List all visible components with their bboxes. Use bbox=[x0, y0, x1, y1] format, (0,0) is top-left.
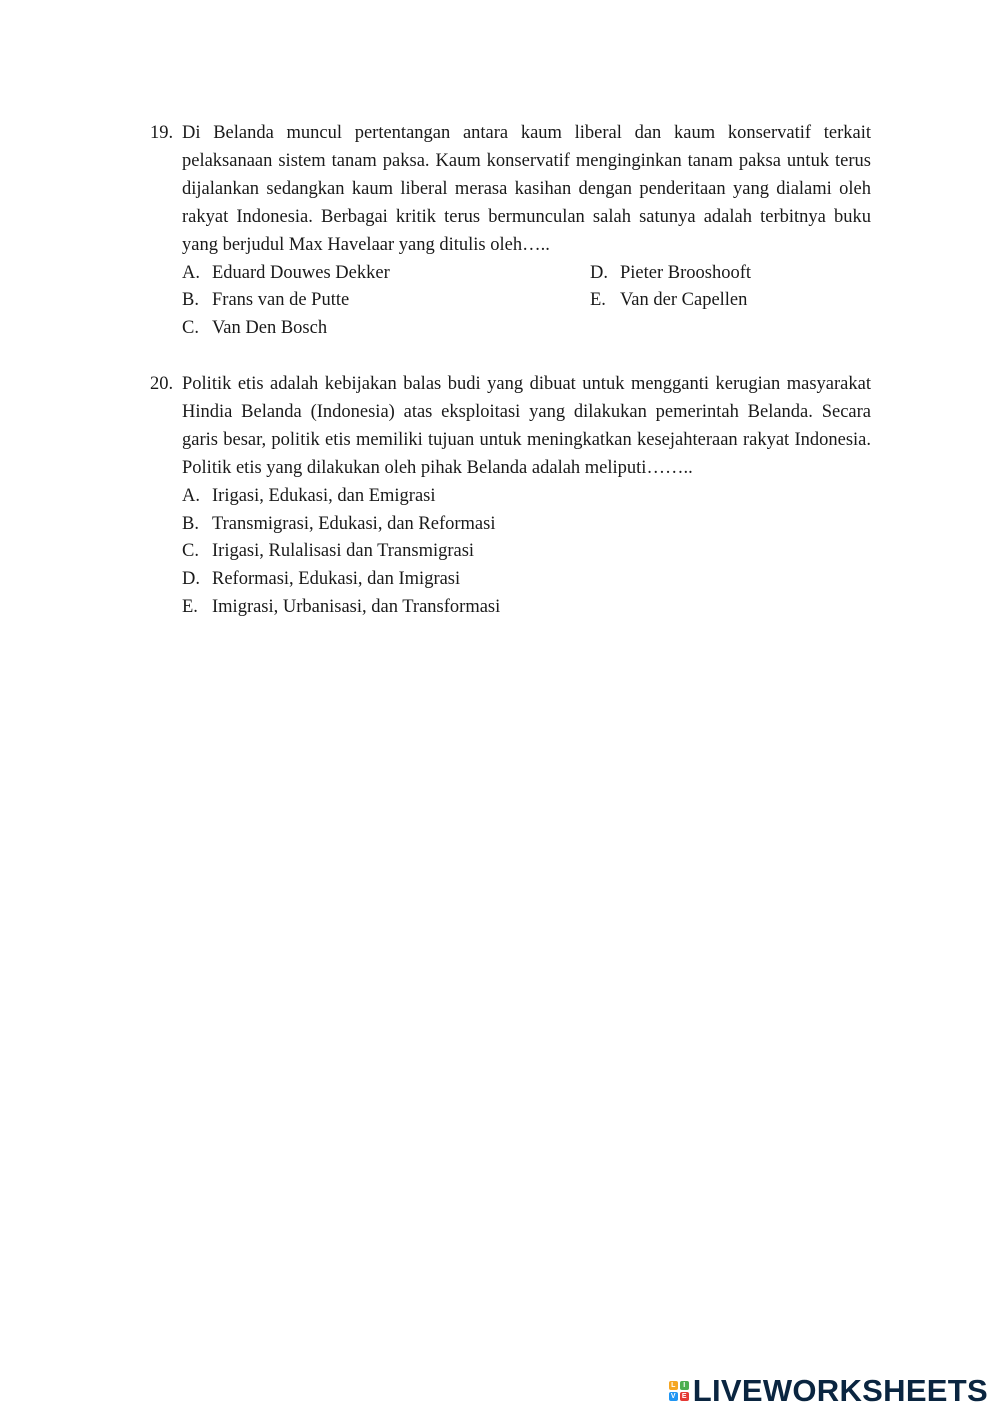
option-letter: E. bbox=[590, 290, 606, 311]
question-19 bbox=[150, 120, 871, 343]
option-text: Van Den Bosch bbox=[212, 318, 328, 339]
option-letter: C. bbox=[182, 541, 199, 562]
question-19-stem bbox=[150, 120, 871, 260]
option-letter: D. bbox=[182, 569, 200, 590]
option-d bbox=[182, 566, 871, 594]
live-icon-tile: E bbox=[680, 1392, 689, 1401]
live-icon-tile: V bbox=[669, 1392, 678, 1401]
brand-name: LIVEWORKSHEETS bbox=[692, 1373, 988, 1408]
question-number: 20. bbox=[150, 374, 174, 394]
option-text: Van der Capellen bbox=[620, 290, 748, 311]
option-text: Irigasi, Edukasi, dan Emigrasi bbox=[212, 485, 436, 506]
question-text: Di Belanda muncul pertentangan antara kaum liberal dan kaum konservatif terkait pelaksanaan sistem tanam paksa. Kaum konservatif menginginkan tanam paksa untuk terus dijalankan sedangkan kaum liberal merasa kasihan dengan penderitaan yang dialami oleh rakyat Indonesia. Berbagai kritik terus bermunculan salah satunya adalah terbitnya buku yang berjudul Max Havelaar yang ditulis oleh….. bbox=[182, 123, 871, 255]
option-letter: A. bbox=[182, 485, 200, 506]
live-icon-tile: I bbox=[680, 1381, 689, 1390]
option-d bbox=[590, 260, 871, 288]
option-text: Eduard Douwes Dekker bbox=[212, 262, 390, 283]
option-text: Irigasi, Rulalisasi dan Transmigrasi bbox=[212, 541, 475, 562]
option-text: Pieter Brooshooft bbox=[620, 262, 752, 283]
live-icon-tile: L bbox=[669, 1381, 678, 1390]
option-e bbox=[590, 287, 871, 315]
option-b bbox=[182, 287, 590, 315]
options-list bbox=[182, 260, 871, 344]
option-text: Imigrasi, Urbanisasi, dan Transformasi bbox=[212, 597, 501, 618]
option-letter: B. bbox=[182, 290, 199, 311]
option-letter: C. bbox=[182, 318, 199, 339]
option-letter: D. bbox=[590, 262, 608, 283]
option-c bbox=[182, 315, 590, 343]
question-20 bbox=[150, 371, 871, 622]
question-text: Politik etis adalah kebijakan balas budi yang dibuat untuk mengganti kerugian masyarakat Hindia Belanda (Indonesia) atas eksploitasi yang dilakukan pemerintah Belanda. Secara garis besar, politik etis memiliki tujuan untuk meningkatkan kesejahteraan rakyat Indonesia. Politik etis yang dilakukan oleh pihak Belanda adalah meliputi…….. bbox=[182, 374, 871, 478]
option-text: Reformasi, Edukasi, dan Imigrasi bbox=[212, 569, 461, 590]
option-letter: B. bbox=[182, 513, 199, 534]
option-letter: A. bbox=[182, 262, 200, 283]
live-icon bbox=[669, 1381, 689, 1401]
option-a bbox=[182, 260, 590, 288]
question-20-stem bbox=[150, 371, 871, 483]
question-number: 19. bbox=[150, 123, 174, 143]
option-a bbox=[182, 483, 871, 511]
option-text: Transmigrasi, Edukasi, dan Reformasi bbox=[212, 513, 496, 534]
option-c bbox=[182, 538, 871, 566]
liveworksheets-logo bbox=[669, 1375, 988, 1406]
option-text: Frans van de Putte bbox=[212, 290, 350, 311]
option-b bbox=[182, 511, 871, 539]
option-letter: E. bbox=[182, 597, 198, 618]
options-list bbox=[182, 483, 871, 623]
option-e bbox=[182, 594, 871, 622]
